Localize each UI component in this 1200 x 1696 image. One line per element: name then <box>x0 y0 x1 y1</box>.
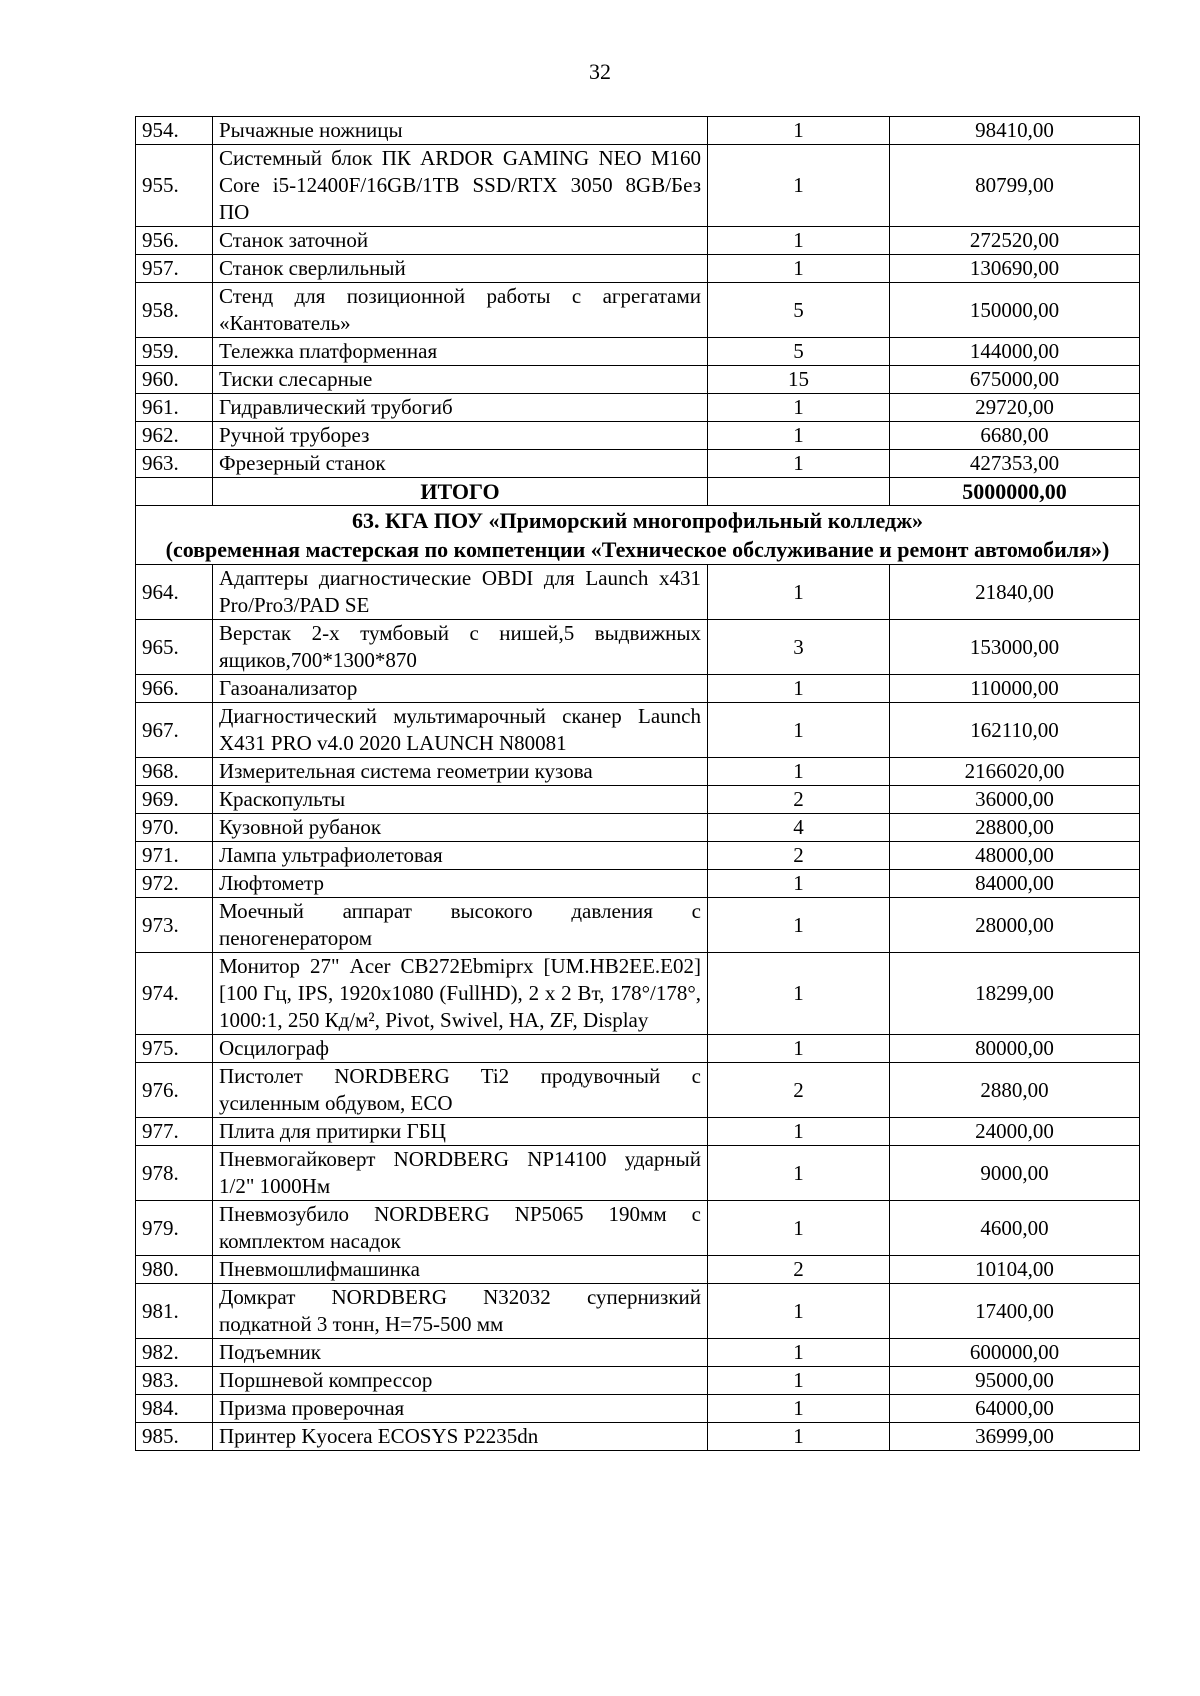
item-name: Станок сверлильный <box>213 255 708 283</box>
item-price: 80000,00 <box>890 1035 1140 1063</box>
item-price: 2166020,00 <box>890 758 1140 786</box>
item-name: Кузовной рубанок <box>213 814 708 842</box>
item-price: 130690,00 <box>890 255 1140 283</box>
item-name: Станок заточной <box>213 227 708 255</box>
row-number: 974. <box>136 953 213 1035</box>
table-row <box>136 675 1140 703</box>
table-body-bottom <box>136 565 1140 1451</box>
table-row <box>136 1339 1140 1367</box>
item-quantity: 1 <box>708 117 890 145</box>
item-price: 28800,00 <box>890 814 1140 842</box>
row-number: 961. <box>136 394 213 422</box>
table-row <box>136 1367 1140 1395</box>
table-row <box>136 1201 1140 1256</box>
row-number: 955. <box>136 145 213 227</box>
item-quantity: 1 <box>708 450 890 478</box>
item-price: 36999,00 <box>890 1423 1140 1451</box>
item-price: 18299,00 <box>890 953 1140 1035</box>
row-number: 970. <box>136 814 213 842</box>
item-quantity: 3 <box>708 620 890 675</box>
item-quantity: 1 <box>708 1146 890 1201</box>
item-quantity: 1 <box>708 1201 890 1256</box>
item-price: 80799,00 <box>890 145 1140 227</box>
item-price: 675000,00 <box>890 366 1140 394</box>
row-number: 984. <box>136 1395 213 1423</box>
item-quantity: 1 <box>708 1395 890 1423</box>
total-value: 5000000,00 <box>890 478 1140 506</box>
item-quantity: 1 <box>708 675 890 703</box>
equipment-table <box>135 116 1140 1451</box>
table-row <box>136 1284 1140 1339</box>
row-number: 979. <box>136 1201 213 1256</box>
table-row <box>136 1035 1140 1063</box>
total-num-cell <box>136 478 213 506</box>
item-price: 36000,00 <box>890 786 1140 814</box>
item-name: Адаптеры диагностические OBDI для Launch x431 Pro/Pro3/PAD SE <box>213 565 708 620</box>
row-number: 960. <box>136 366 213 394</box>
table-row <box>136 870 1140 898</box>
item-quantity: 1 <box>708 1035 890 1063</box>
item-name: Рычажные ножницы <box>213 117 708 145</box>
item-quantity: 1 <box>708 1118 890 1146</box>
item-price: 272520,00 <box>890 227 1140 255</box>
item-quantity: 1 <box>708 703 890 758</box>
table-row <box>136 227 1140 255</box>
item-quantity: 1 <box>708 1423 890 1451</box>
item-name: Пистолет NORDBERG Ti2 продувочный с усиленным обдувом, ECO <box>213 1063 708 1118</box>
table-row <box>136 422 1140 450</box>
item-quantity: 2 <box>708 842 890 870</box>
item-name: Газоанализатор <box>213 675 708 703</box>
item-name: Стенд для позиционной работы с агрегатами «Кантователь» <box>213 283 708 338</box>
item-quantity: 5 <box>708 338 890 366</box>
item-quantity: 1 <box>708 255 890 283</box>
item-price: 24000,00 <box>890 1118 1140 1146</box>
row-number: 973. <box>136 898 213 953</box>
section-title: 63. КГА ПОУ «Приморский многопрофильный колледж» <box>351 508 924 533</box>
item-name: Тележка платформенная <box>213 338 708 366</box>
row-number: 963. <box>136 450 213 478</box>
item-price: 9000,00 <box>890 1146 1140 1201</box>
table-row <box>136 758 1140 786</box>
table-row <box>136 450 1140 478</box>
item-price: 84000,00 <box>890 870 1140 898</box>
item-name: Измерительная система геометрии кузова <box>213 758 708 786</box>
table-row <box>136 1118 1140 1146</box>
item-price: 6680,00 <box>890 422 1140 450</box>
row-number: 954. <box>136 117 213 145</box>
row-number: 964. <box>136 565 213 620</box>
row-number: 959. <box>136 338 213 366</box>
row-number: 962. <box>136 422 213 450</box>
table-row <box>136 898 1140 953</box>
table-row <box>136 366 1140 394</box>
item-price: 28000,00 <box>890 898 1140 953</box>
item-name: Принтер Kyocera ECOSYS P2235dn <box>213 1423 708 1451</box>
section-header <box>136 506 1140 565</box>
item-name: Ручной труборез <box>213 422 708 450</box>
item-quantity: 5 <box>708 283 890 338</box>
item-quantity: 1 <box>708 227 890 255</box>
item-name: Лампа ультрафиолетовая <box>213 842 708 870</box>
item-price: 150000,00 <box>890 283 1140 338</box>
item-quantity: 4 <box>708 814 890 842</box>
row-number: 981. <box>136 1284 213 1339</box>
item-price: 110000,00 <box>890 675 1140 703</box>
row-number: 978. <box>136 1146 213 1201</box>
row-number: 958. <box>136 283 213 338</box>
table-row <box>136 786 1140 814</box>
item-name: Пневмозубило NORDBERG NP5065 190мм с комплектом насадок <box>213 1201 708 1256</box>
total-qty-cell <box>708 478 890 506</box>
item-name: Тиски слесарные <box>213 366 708 394</box>
item-quantity: 1 <box>708 565 890 620</box>
table-row <box>136 394 1140 422</box>
item-price: 29720,00 <box>890 394 1140 422</box>
item-name: Подъемник <box>213 1339 708 1367</box>
item-price: 2880,00 <box>890 1063 1140 1118</box>
total-row <box>136 478 1140 506</box>
item-name: Моечный аппарат высокого давления с пеногенератором <box>213 898 708 953</box>
item-name: Пневмошлифмашинка <box>213 1256 708 1284</box>
section-subtitle: (современная мастерская по компетенции «Техническое обслуживание и ремонт автомобиля») <box>165 537 1110 562</box>
item-name: Люфтометр <box>213 870 708 898</box>
row-number: 971. <box>136 842 213 870</box>
item-name: Призма проверочная <box>213 1395 708 1423</box>
item-name: Плита для притирки ГБЦ <box>213 1118 708 1146</box>
item-name: Верстак 2-х тумбовый с нишей,5 выдвижных ящиков,700*1300*870 <box>213 620 708 675</box>
item-price: 162110,00 <box>890 703 1140 758</box>
item-name: Фрезерный станок <box>213 450 708 478</box>
table-row <box>136 283 1140 338</box>
item-price: 600000,00 <box>890 1339 1140 1367</box>
table-row <box>136 255 1140 283</box>
item-price: 21840,00 <box>890 565 1140 620</box>
table-row <box>136 620 1140 675</box>
row-number: 969. <box>136 786 213 814</box>
table-row <box>136 117 1140 145</box>
item-price: 17400,00 <box>890 1284 1140 1339</box>
row-number: 976. <box>136 1063 213 1118</box>
item-quantity: 1 <box>708 953 890 1035</box>
item-quantity: 2 <box>708 1063 890 1118</box>
row-number: 965. <box>136 620 213 675</box>
item-quantity: 1 <box>708 1367 890 1395</box>
item-quantity: 1 <box>708 758 890 786</box>
table-row <box>136 1256 1140 1284</box>
table-row <box>136 953 1140 1035</box>
table-row <box>136 842 1140 870</box>
item-name: Гидравлический трубогиб <box>213 394 708 422</box>
table-row <box>136 1146 1140 1201</box>
item-price: 95000,00 <box>890 1367 1140 1395</box>
table-body-top <box>136 117 1140 478</box>
item-quantity: 1 <box>708 394 890 422</box>
item-price: 427353,00 <box>890 450 1140 478</box>
item-quantity: 2 <box>708 786 890 814</box>
row-number: 956. <box>136 227 213 255</box>
table-row <box>136 814 1140 842</box>
item-name: Системный блок ПК ARDOR GAMING NEO M160 Core i5-12400F/16GB/1TB SSD/RTX 3050 8GB/Без ПО <box>213 145 708 227</box>
item-quantity: 1 <box>708 898 890 953</box>
item-quantity: 1 <box>708 422 890 450</box>
item-name: Пневмогайковерт NORDBERG NP14100 ударный 1/2" 1000Нм <box>213 1146 708 1201</box>
item-price: 10104,00 <box>890 1256 1140 1284</box>
item-price: 98410,00 <box>890 117 1140 145</box>
total-label: ИТОГО <box>213 478 708 506</box>
row-number: 980. <box>136 1256 213 1284</box>
table-row <box>136 565 1140 620</box>
row-number: 968. <box>136 758 213 786</box>
item-name: Поршневой компрессор <box>213 1367 708 1395</box>
item-price: 64000,00 <box>890 1395 1140 1423</box>
table-row <box>136 338 1140 366</box>
item-quantity: 1 <box>708 145 890 227</box>
item-name: Монитор 27" Acer CB272Ebmiprx [UM.HB2EE.E02] [100 Гц, IPS, 1920x1080 (FullHD), 2 x 2 Вт, 178°/178°, 1000:1, 250 Кд/м², Pivot, Swivel, HA, ZF, Display <box>213 953 708 1035</box>
row-number: 983. <box>136 1367 213 1395</box>
item-name: Осцилограф <box>213 1035 708 1063</box>
row-number: 985. <box>136 1423 213 1451</box>
item-quantity: 15 <box>708 366 890 394</box>
row-number: 977. <box>136 1118 213 1146</box>
row-number: 972. <box>136 870 213 898</box>
total-section <box>136 478 1140 565</box>
table-row <box>136 703 1140 758</box>
item-price: 48000,00 <box>890 842 1140 870</box>
table-row <box>136 1423 1140 1451</box>
row-number: 982. <box>136 1339 213 1367</box>
table-row <box>136 1063 1140 1118</box>
item-name: Краскопульты <box>213 786 708 814</box>
item-name: Домкрат NORDBERG N32032 супернизкий подкатной 3 тонн, H=75-500 мм <box>213 1284 708 1339</box>
row-number: 966. <box>136 675 213 703</box>
table-row <box>136 1395 1140 1423</box>
item-quantity: 1 <box>708 1284 890 1339</box>
row-number: 957. <box>136 255 213 283</box>
page-number: 32 <box>589 59 611 84</box>
section-header-row <box>136 506 1140 565</box>
item-price: 144000,00 <box>890 338 1140 366</box>
row-number: 975. <box>136 1035 213 1063</box>
item-price: 4600,00 <box>890 1201 1140 1256</box>
item-price: 153000,00 <box>890 620 1140 675</box>
item-name: Диагностический мультимарочный сканер Launch X431 PRO v4.0 2020 LAUNCH N80081 <box>213 703 708 758</box>
row-number: 967. <box>136 703 213 758</box>
item-quantity: 2 <box>708 1256 890 1284</box>
table-row <box>136 145 1140 227</box>
item-quantity: 1 <box>708 1339 890 1367</box>
item-quantity: 1 <box>708 870 890 898</box>
